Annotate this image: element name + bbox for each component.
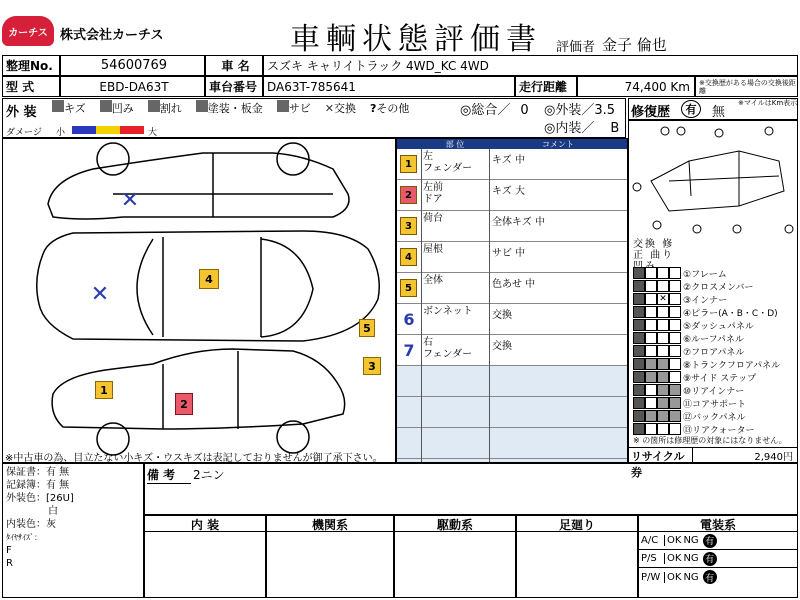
- comment-row: [397, 211, 627, 242]
- exterior-score: ◎外装／3.5: [544, 103, 616, 118]
- repair-no: 無: [712, 105, 726, 120]
- structure-row: [633, 410, 795, 423]
- model-label: 型 式: [2, 76, 60, 97]
- structure-checkbox[interactable]: [633, 410, 645, 422]
- evaluator-label: 評価者: [556, 40, 596, 55]
- structure-checkbox[interactable]: [645, 371, 657, 383]
- structure-checkbox[interactable]: [645, 410, 657, 422]
- chassis-label: 車台番号: [205, 76, 263, 97]
- overall-score: ◎総合／ 0: [460, 103, 529, 118]
- page-title: 車輌状態評価書: [290, 22, 542, 57]
- dent-legend: 凹み: [100, 100, 134, 116]
- int-color: 内装色：灰: [6, 519, 56, 530]
- scratch-legend: キズ: [52, 100, 86, 116]
- structure-checkbox[interactable]: [669, 410, 681, 422]
- mileage-value: 74,400 Km: [577, 76, 695, 97]
- exterior-section-label: 外 装: [6, 105, 37, 120]
- structure-checkbox[interactable]: [669, 306, 681, 318]
- structure-checkbox[interactable]: [669, 423, 681, 435]
- mileage-note: ※交換歴がある場合の交換後距離: [695, 76, 798, 97]
- structure-row: [633, 280, 795, 293]
- ext-color: 白: [48, 506, 58, 517]
- rust-icon: [277, 100, 289, 112]
- comment-row: [397, 149, 627, 180]
- structure-panel: [628, 120, 798, 479]
- comment-row-part: 屋根: [423, 244, 443, 255]
- structure-checkbox[interactable]: [657, 358, 669, 370]
- warranty: 保証書：有 無: [6, 467, 70, 478]
- repair-yes: 有: [681, 100, 701, 118]
- structure-item-label: ⑩リアインナー: [683, 387, 745, 397]
- control-no: 54600769: [60, 55, 205, 76]
- structure-item-label: ①フレーム: [683, 270, 727, 280]
- structure-checkbox[interactable]: [669, 293, 681, 305]
- comment-header: [397, 139, 627, 149]
- bottom-note: ※中古車の為、目立たない小キズ・ウスキズは表記しておりませんが御了承下さい。: [5, 453, 383, 464]
- mile-note: ※マイルはKm表示: [738, 99, 798, 107]
- structure-checkbox[interactable]: [633, 397, 645, 409]
- structure-checkbox[interactable]: [633, 306, 645, 318]
- car-name-label: 車 名: [205, 55, 263, 76]
- repair-label: 修復歴: [631, 105, 671, 120]
- comment-row-icon: 5: [400, 279, 417, 297]
- structure-checkbox[interactable]: [633, 280, 645, 292]
- cat-engine: 機関系: [267, 516, 393, 532]
- structure-checkbox[interactable]: [645, 358, 657, 370]
- structure-checkbox[interactable]: [657, 306, 669, 318]
- comment-row-part: 全体: [423, 275, 443, 286]
- structure-row: [633, 358, 795, 371]
- rust-mark-4: 4: [199, 269, 219, 289]
- structure-checkbox[interactable]: [633, 345, 645, 357]
- structure-checkbox[interactable]: [669, 280, 681, 292]
- structure-row: [633, 306, 795, 319]
- structure-checkbox[interactable]: [669, 345, 681, 357]
- comment-row-icon: 3: [400, 217, 417, 235]
- dent-icon: [100, 100, 112, 112]
- structure-checkbox[interactable]: [645, 423, 657, 435]
- structure-checkbox[interactable]: [633, 267, 645, 279]
- car-outline-svg: [3, 139, 395, 462]
- company-name: 株式会社カーチス: [60, 28, 164, 43]
- mileage-label: 走行距離: [515, 76, 577, 97]
- structure-checkbox[interactable]: [669, 371, 681, 383]
- chassis-value: DA63T-785641: [263, 76, 515, 97]
- comment-row-text: 全体キズ 中: [492, 217, 545, 228]
- structure-row: [633, 319, 795, 332]
- structure-checkbox[interactable]: [657, 384, 669, 396]
- structure-checkbox[interactable]: [657, 319, 669, 331]
- comment-row-text: 交換: [492, 341, 512, 352]
- comment-header-comment: コメント: [542, 140, 574, 149]
- structure-checkbox[interactable]: [633, 358, 645, 370]
- structure-checkbox[interactable]: [645, 306, 657, 318]
- damage-large: 大: [148, 128, 158, 138]
- comment-row-part: 荷台: [423, 213, 443, 224]
- paint-icon: [196, 100, 208, 112]
- comment-row-part: 右 フェンダー: [423, 337, 473, 360]
- structure-checkbox[interactable]: [645, 397, 657, 409]
- structure-checkbox[interactable]: [657, 345, 669, 357]
- comment-row-empty: [397, 428, 627, 459]
- tire-front: F: [6, 545, 12, 556]
- ps-row: P/S OK NG 有: [639, 550, 797, 568]
- electric-rows: [639, 532, 797, 598]
- structure-checkbox[interactable]: [669, 397, 681, 409]
- other-legend: ?その他: [370, 102, 410, 115]
- frame-diagram-svg: [629, 121, 797, 237]
- control-no-label: 整理No.: [2, 55, 60, 76]
- tire-size: ﾀｲﾔｻｲｽﾞ：: [6, 533, 42, 542]
- scratch-mark-2: 2: [175, 393, 193, 415]
- structure-checkbox[interactable]: [633, 332, 645, 344]
- structure-checkbox[interactable]: [669, 358, 681, 370]
- x-icon: ✕: [324, 102, 334, 115]
- structure-checkbox[interactable]: [669, 384, 681, 396]
- records: 記録簿：有 無: [6, 480, 70, 491]
- comment-row-part: ボンネット: [423, 306, 473, 317]
- structure-checkbox[interactable]: [633, 371, 645, 383]
- car-name: スズキ キャリイトラック 4WD_KC 4WD: [263, 55, 798, 76]
- structure-item-label: ⑬リアクォーター: [683, 426, 755, 436]
- structure-row: [633, 345, 795, 358]
- comment-row: [397, 335, 627, 366]
- ext-color-row: 外装色：[26U]: [6, 493, 74, 504]
- comment-row-text: キズ 大: [492, 186, 525, 197]
- remarks-value: 2ニン: [193, 468, 225, 482]
- structure-checkbox[interactable]: [669, 319, 681, 331]
- structure-checkbox[interactable]: [633, 423, 645, 435]
- structure-item-label: ③インナー: [683, 296, 728, 306]
- comment-row: [397, 304, 627, 335]
- structure-checkbox[interactable]: [633, 384, 645, 396]
- structure-item-label: ⑤ダッシュパネル: [683, 322, 754, 332]
- structure-item-label: ⑦フロアパネル: [683, 348, 745, 358]
- comment-row-empty: [397, 366, 627, 397]
- electric-box: [638, 515, 798, 598]
- structure-checkbox[interactable]: [645, 267, 657, 279]
- car-diagram: [2, 138, 396, 463]
- structure-item-label: ⑪コアサポート: [683, 400, 747, 410]
- comment-row: [397, 242, 627, 273]
- remarks-label: 備 考: [147, 466, 191, 484]
- comment-row-text: サビ 中: [492, 248, 526, 259]
- tire-rear: R: [6, 558, 13, 569]
- structure-checkbox[interactable]: [669, 267, 681, 279]
- structure-checkbox[interactable]: [645, 384, 657, 396]
- question-icon: ?: [370, 102, 377, 115]
- ac-row: A/C OK NG 有: [639, 532, 797, 550]
- structure-checkbox[interactable]: [657, 397, 669, 409]
- structure-checkbox[interactable]: [669, 332, 681, 344]
- recycle-label: リサイクル券: [629, 448, 693, 463]
- structure-item-label: ⑨サイド ステップ: [683, 374, 757, 384]
- comment-row: [397, 180, 627, 211]
- comment-row-empty: [397, 397, 627, 428]
- cat-drive: 駆動系: [395, 516, 515, 532]
- comment-row-part: 左前 ドア: [423, 182, 443, 205]
- structure-checkbox[interactable]: [633, 293, 645, 305]
- structure-checkbox[interactable]: [657, 371, 669, 383]
- comment-row-text: キズ 中: [492, 155, 525, 166]
- comment-row: [397, 273, 627, 304]
- damage-scale: [72, 126, 144, 134]
- replace-mark-7: ✕: [120, 187, 140, 213]
- structure-item-label: ⑧トランクフロアパネル: [683, 361, 781, 371]
- replace-mark-6: ✕: [90, 281, 110, 307]
- comment-row-icon: 4: [400, 248, 417, 266]
- structure-checkbox[interactable]: [657, 410, 669, 422]
- paint-legend: 塗装・板金: [196, 100, 263, 116]
- structure-item-label: ⑫バックパネル: [683, 413, 746, 423]
- structure-checkbox[interactable]: [657, 280, 669, 292]
- structure-row: [633, 293, 795, 306]
- col-header-repair: 修正: [633, 239, 675, 261]
- rust-legend: サビ: [277, 100, 311, 116]
- logo-text: カーチス: [8, 27, 48, 39]
- legend-items: [52, 100, 409, 116]
- structure-row: [633, 397, 795, 410]
- structure-checkbox[interactable]: [657, 423, 669, 435]
- comment-row-icon: 1: [400, 155, 417, 173]
- comment-table: [396, 138, 628, 463]
- fade-mark-5: 5: [359, 319, 375, 337]
- structure-item-label: ②クロスメンバー: [683, 283, 754, 293]
- structure-checkbox[interactable]: [633, 319, 645, 331]
- col-header-bend: 曲り: [650, 250, 675, 261]
- remarks-box: [144, 463, 798, 515]
- comment-row-icon: 7: [403, 340, 415, 360]
- interior-score: ◎内装／ B: [544, 121, 620, 136]
- damage-label: ダメージ: [6, 128, 42, 138]
- comment-header-part: 部 位: [445, 140, 465, 149]
- logo: [2, 16, 54, 46]
- comment-row-part: 左 フェンダー: [423, 151, 473, 174]
- bottom-categories: [144, 515, 798, 598]
- comment-row-text: 交換: [492, 310, 512, 321]
- structure-checkbox[interactable]: ✕: [657, 293, 669, 305]
- col-header-replace: 交換: [633, 239, 657, 250]
- damage-small: 小: [56, 128, 66, 138]
- structure-checkbox[interactable]: [657, 267, 669, 279]
- crack-icon: [148, 100, 160, 112]
- recycle-value: 2,940円: [754, 452, 793, 463]
- structure-row: [633, 267, 795, 280]
- cat-suspension: 足廻り: [517, 516, 637, 532]
- structure-checkbox[interactable]: [657, 332, 669, 344]
- pw-row: P/W OK NG 有: [639, 568, 797, 586]
- structure-row: [633, 384, 795, 397]
- structure-checkbox[interactable]: [645, 332, 657, 344]
- cat-electric: 電装系: [639, 516, 797, 532]
- scratch-icon: [52, 100, 64, 112]
- scratch-mark-3: 3: [363, 357, 381, 375]
- comment-row-icon: 6: [403, 309, 415, 329]
- cat-interior: 内 装: [145, 516, 265, 532]
- structure-checkbox[interactable]: [645, 319, 657, 331]
- replace-legend: ✕交換: [324, 102, 356, 115]
- structure-row: [633, 332, 795, 345]
- structure-row: [633, 371, 795, 384]
- vehicle-info: [2, 463, 144, 598]
- structure-checkbox[interactable]: [645, 345, 657, 357]
- structure-item-label: ⑥ルーフパネル: [683, 335, 744, 345]
- scratch-mark-1: 1: [95, 381, 113, 399]
- model-value: EBD-DA63T: [60, 76, 205, 97]
- comment-row-icon: 2: [400, 186, 417, 204]
- structure-item-label: ④ピラー(A・B・C・D): [683, 309, 778, 319]
- structure-checkbox[interactable]: [645, 280, 657, 292]
- crack-legend: 割れ: [148, 100, 182, 116]
- recycle-row: [629, 447, 797, 479]
- evaluator-name: 金子 倫也: [602, 36, 667, 54]
- structure-note: ※ の箇所は修理歴の対象にはなりません。: [633, 436, 787, 445]
- comment-row-text: 色あせ 中: [492, 279, 536, 290]
- structure-checkbox[interactable]: [645, 293, 657, 305]
